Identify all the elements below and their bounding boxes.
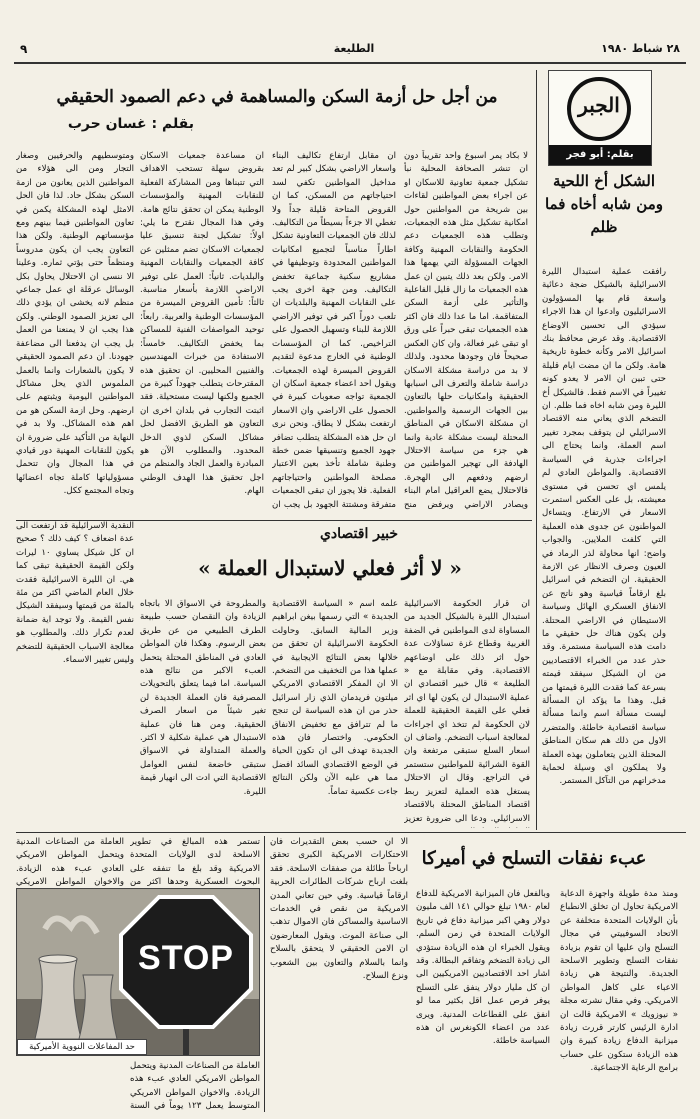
arms-col-5: العاملة من الصناعات المدنية ويتحمل المواطن الامريكي العادي عبء هذه الزيادة. والاخوان المواطن الامريكي المتوسط يعمل ١٢٣ يوماً في السنة bbox=[130, 1061, 260, 1110]
arms-col-2: الا ان حسب بعض التقديرات فان الاحتكارات الامريكية الكبرى تحقق ارباحاً طائلة من صفقات الاسلحة. فقد بلغت ارباح شركات الطائرات الحربية ارقاماً قياسية. وفي حين تعاني المدن الامريكية من نقص في الخدمات الاساسية والمساكن فان الاموال تذهب الى صناعة الموت. ويقول المعارضون ان الامن الحقيقي لا يتحقق بالسلاح وانما بالسلام والتعاون بين الشعوب ونزع السلاح. bbox=[270, 837, 408, 982]
lower-section-rule bbox=[16, 832, 686, 833]
main-col-4: ومتوسطيهم والحرفيين وصغار التجار ومن الى هؤلاء من المواطنين الذين يعانون من ازمة السكن بشكل حاد. لذا فان الحل الامثل لهذه المشكلة يكمن في تعاون المواطنين فيما بينهم ومع مؤسساتهم الوطنية. ولكن هذا التعاون يجب ان يكون مدروساً ومنظماً حتى يؤتي ثماره. وعلينا الا ننسى ان الاحتلال يحاول بكل الوسائل عرقلة اي عمل جماعي منظم لانه يخشى ان يؤدي ذلك الى تعزيز الصمود الوطني. ولكن هذا يجب ان لا يمنعنا من العمل بل يجب ان يدفعنا الى مضاعفة جهودنا. ان دعم الصمود الحقيقي لا يكون بالشعارات وانما بالعمل الملموس الذي يحل مشاكل المواطنين اليومية ويثبتهم على ارضهم. وحل ازمة السكن هو من اهم هذه المشاكل. ولا بد في النهاية من التأكيد على ضرورة ان يكون للنقابات المهنية دور قيادي في هذا المجال وان تتحمل مسؤولياتها كاملة تجاه اعضائها وتجاه المجتمع ككل. bbox=[16, 151, 134, 497]
main-col-3: ان مساعدة جمعيات الاسكان بقروض سهلة تستحب الاهداف التي تتبناها ومن المشاركة الفعلية للنقابات المهنية والمؤسسات الوطنية يمكن ان تحقق نتائج هامة. وفي هذا المجال نقترح ما يلي: اولاً: تشكيل لجنة تنسيق عليا لجمعيات الاسكان تضم ممثلين عن كافة الجمعيات والنقابات المهنية والبلديات. ثانياً: العمل على توفير الاراضي اللازمة بأسعار مناسبة. ثالثاً: تأمين القروض الميسرة من المؤسسات الوطنية والعربية. رابعاً: توحيد المواصفات الفنية للمساكن بما يخفض التكاليف. خامساً: الاستفادة من خبرات المهندسين والفنيين المحليين. ان تحقيق هذه المقترحات يتطلب جهوداً كبيرة من الجميع ولكنها ليست مستحيلة. فقد اثبتت التجارب في بلدان اخرى ان التعاون هو الطريق الافضل لحل مشاكل السكن لذوي الدخل المحدود. والمطلوب الآن هو المبادرة والعمل الجاد والمنظم من اجل تحقيق هذا الهدف الوطني الهام. bbox=[140, 151, 264, 497]
stop-sign-text: STOP bbox=[138, 939, 234, 977]
arms-headline: عبء نفقات التسلح في أميركا bbox=[421, 848, 647, 869]
economist-headline: « لا أثر فعلي لاستبدال العملة » bbox=[198, 556, 462, 580]
main-col-1: لا بكاد يمر اسبوع واحد تقريباً دون ان تنشر الصحافة المحلية نبأ تشكيل جمعية تعاونية للاسكان او عن اجراء بعض المواطنين لقاءات بين شريحة من المواطنين حول امكانية تشكيل مثل هذه الجمعيات، وتطلب هذه الجمعيات دعم الحكومة والنقابات المهنية وكافة الجهات المسؤولة التي يهمها هذا الامر. ولكن بعد ذلك يتبين ان عمل هذه الجمعيات ما زال قليل الفاعلية والتأثير على أزمة السكن المتفاقمة. اما ما عدا ذلك فان اكثر هذه الجمعيات تبقى حبراً على ورق او تبقى غير فعالة، وان كان العكس صحيحاً فان وجودها محدود. ولذلك لا بد من دراسة مشكلة الاسكان دراسة شاملة والتعرف الى اسبابها الحقيقية وامكانيات حلها بالتعاون بين الجهات الرسمية والمواطنين. ان مشكلة الاسكان في المناطق المحتلة ليست مشكلة عادية وانما هي جزء من سياسة الاحتلال الهادفة الى تهجير المواطنين من ارضهم ودفعهم الى الهجرة. فالاحتلال يضع العراقيل امام البناء ويصادر الاراضي ويرفض منح bbox=[404, 151, 528, 510]
column-logo bbox=[548, 70, 652, 166]
arms-col-3: تستمر هذه المبالغ في تطوير الاسلحة لدى الولايات المتحدة الامريكية وقد بلغ ما تنفقه على البحوث العسكرية وحدها اكثر من bbox=[130, 837, 260, 888]
arms-side-col: ومنذ مدة طويلة واجهزة الدعاية الامريكية تحاول ان تخلق الانطباع بأن الولايات المتحدة متخلفة عن الاتحاد السوفييتي في مجال التسلح وان عليها ان تقوم بزيادة نفقات التسلح وتطوير الاسلحة الجديدة. والنتيجة هي زيادة الاعباء على كاهل المواطن الامريكي. وفي مقال نشرته مجلة « نيوزويك » الامريكية قالت ان ادارة الرئيس كارتر قررت زيادة ميزانية الدفاع زيادة كبيرة وان هذه الزيادة ستكون على حساب برامج الرعاية الاجتماعية. bbox=[560, 889, 678, 1074]
logo-author-bar bbox=[549, 145, 651, 165]
economist-col-4: النقدية الاسرائيلية قد ارتفعت الى عدة اضعاف ؟ كيف ذلك ؟ صحيح ان كل شيكل يساوي ١٠ ليرات ولكن القيمة الحقيقية تبقى كما هي. ان الليرة الاسرائيلية فقدت خلال العام الماضي اكثر من مئة بالمئة من قيمتها وسيفقد الشيكل نفس القيمة. ولا توجد اية ضمانة لعدم تكرار ذلك. والمطلوب هو معالجة الاسباب الحقيقية للتضخم وليس تغيير الاسماء. bbox=[16, 521, 134, 666]
masthead-rule bbox=[14, 62, 686, 64]
page-number: ٩ bbox=[20, 42, 28, 56]
economist-col-3: والمطروحة في الاسواق الا باتجاه الزيادة وان النقصان حسب طبيعة الطرف الطبيعي من عن طريق بعض الرسوم. وهكذا فان المواطن العادي في المناطق المحتلة يتحمل العبء الاكبر من نتائج هذه السياسة. اما فيما يتعلق بالتحويلات المصرفية فان العملة الجديدة لن تغير شيئاً من اسعار الصرف الحقيقية. ومن هنا فان عملية الاستبدال هي عملية شكلية لا اكثر. والعملة المتداولة في الاسواق ستبقى خاضعة لنفس العوامل الاقتصادية التي ادت الى انهيار قيمة الليرة. bbox=[140, 599, 266, 797]
masthead bbox=[14, 40, 686, 62]
column-body: رافقت عملية استبدال الليرة الاسرائيلية بالشيكل ضجة دعائية واسعة قام بها المسؤولون الاسرائيليون وادعوا ان هذا الاجراء سيؤدي الى تحسين الاوضاع الاقتصادية. وقد عرض محافظ بنك اسرائيل الامر وكأنه خطوة تاريخية هامة. ولكن ما ان مضت ايام قليلة حتى تبين ان الامر لا يعدو كونه تغييراً في الاسم فقط. فالشيكل أخ الليرة ومن شابه اخاه فما ظلم. ان التضخم الذي يعاني منه الاقتصاد الاسرائيلي لن يتوقف بمجرد تغيير اسم العملة، وانما يحتاج الى اجراءات جذرية في السياسة الاقتصادية. والمواطن العادي لم يلمس اي تحسن في مستوى معيشته، بل على العكس استمرت الاسعار في الارتفاع. ويتساءل المواطنون عن جدوى هذه العملية التي كلفت الملايين. والجواب واضح: انها محاولة لذر الرماد في العيون وصرف الانظار عن الازمة الحقيقية. ان التضخم في اسرائيل بلغ ارقاماً قياسية وهو ناتج عن الانفاق العسكري الهائل وسياسة الاستيطان في الاراضي المحتلة. ولن يكون هناك حل حقيقي ما دامت هذه السياسة مستمرة. وقد حذر عدد من الخبراء الاقتصاديين من ان الشيكل سيفقد قيمته بسرعة كما فقدت الليرة قيمتها من قبل. وهذا ما يؤكد ان المسألة ليست مسألة اسم وانما مسألة سياسة اقتصادية خاطئة. والمتضرر الاول من ذلك هم سكان المناطق المحتلة الذين يتعاملون بهذه العملة ولا يملكون اي وسيلة لحماية مدخراتهم من التآكل المستمر. bbox=[542, 267, 666, 787]
arms-col-4: العاملة من الصناعات المدنية ويتحمل المواطن الامريكي العادي عبء هذه الزيادة. والاخوان المواطن الامريكي bbox=[16, 837, 124, 886]
main-byline: بقلم : غسان حرب bbox=[67, 116, 194, 132]
economist-kicker: خبير اقتصادي bbox=[319, 526, 399, 542]
issue-date: ٢٨ شباط ١٩٨٠ bbox=[601, 42, 680, 55]
column-headline: الشكل أخ اللحية ومن شابه أخاه فما ظلم bbox=[544, 172, 663, 236]
economist-col-1: ان قرار الحكومة الاسرائيلية استبدال الليرة بالشيكل الجديد من المساواة لدى المواطنين في الضفة الغربية وقطاع غزة تساؤلات عدة حول اثر ذلك على اوضاعهم الاقتصادية. وفي مقابلة مع « الطليعة » قال خبير اقتصادي ان عملية الاستبدال لن يكون لها اي اثر فعلي على القيمة الحقيقية للعملة لان الحكومة لم تتخذ اي اجراءات لمعالجة اسباب التضخم. واضاف ان اسعار السلع ستبقى مرتفعة وان القوة الشرائية للمواطنين ستستمر في التراجع. وقال ان الاحتلال يستغل هذه العملية لتعزيز ربط اقتصاد المناطق المحتلة بالاقتصاد الاسرائيلي. ودعا الى ضرورة تعزيز bbox=[404, 599, 530, 824]
photo-caption: حد المفاعلات النووية الأميركية bbox=[17, 1039, 147, 1055]
main-col-2: ان مقابل ارتفاع تكاليف البناء واسعار الاراضي بشكل كبير لم تعد مداخيل المواطنين تكفي لسد احتياجاتهم من المسكن، كما ان القروض المتاحة قليلة جداً ولا تغطي الا جزءاً بسيطاً من التكاليف. لذلك فان الجمعيات التعاونية تشكل اطاراً مناسباً لتجميع امكانيات المواطنين المحدودة وتوظيفها في مشاريع سكنية جماعية تخفض التكاليف. ومن جهة اخرى يجب على النقابات المهنية والبلديات ان تلعب دوراً اكبر في توفير الاراضي اللازمة للبناء وتسهيل الحصول على التراخيص. كما ان المؤسسات الوطنية في الخارج مدعوة لتقديم القروض الميسرة لهذه الجمعيات. ويقول احد اعضاء جمعية اسكان ان الجمعية تواجه صعوبات كبيرة في الحصول على الاراضي وان الاسعار ارتفعت بشكل لا يطاق. ونحن نرى ان حل هذه المشكلة يتطلب تضافر جهود الجميع وتنسيقها ضمن خطة وطنية شاملة تأخذ بعين الاعتبار مصلحة المواطنين واحتياجاتهم الفعلية. فلا يجوز ان تبقى الجمعيات متفرقة ومشتتة الجهود بل يجب ان bbox=[272, 151, 396, 510]
section-name: الطليعة bbox=[333, 42, 375, 55]
logo-author: بقلم: أبو فجر bbox=[566, 149, 634, 160]
economist-col-2: علمه اسم « السياسة الاقتصادية الجديدة » التي رسمها بيغن ابراهيم وزير المالية السابق. وحاولت الحكومة الاسرائيلية ان تحقق من خلالها بعض النتائج الايجابية في عملها هذا من التخفيف من التضخم. الا ان المفكر الاقتصادي الامريكي ميلتون فريدمان الذي زار اسرائيل حذر من ان هذه السياسة لن تنجح ما لم تترافق مع تخفيض الانفاق الحكومي. واختصار فان هذه الجديدة تهدف الى ان تكون الحياة في الوضع الاقتصادي السائد افضل مما هي عليه الآن ولكن النتائج جاءت عكسية تماماً. bbox=[272, 599, 398, 797]
stop-photo bbox=[16, 888, 260, 1056]
logo-title: الجبر bbox=[578, 93, 620, 117]
arms-col-1: وبالفعل فان الميزانية الامريكية للدفاع لعام ١٩٨٠ تبلغ حوالي ١٤١ الف مليون دولار وهي اكبر ميزانية دفاع في تاريخ الولايات المتحدة في زمن السلم. ويقول الخبراء ان هذه الزيادة ستؤدي الى زيادة التضخم وتفاقم البطالة. وقد اشار احد الاقتصاديين الامريكيين الى ان كل مليار دولار ينفق على التسلح يوفر فرص عمل اقل بكثير مما لو انفق على القطاعات المدنية. ويرى عدد من اعضاء الكونغرس ان هذه السياسة خاطئة. bbox=[416, 889, 550, 1047]
main-headline: من أجل حل أزمة السكن والمساهمة في دعم الصمود الحقيقي bbox=[56, 87, 498, 107]
arms-divider bbox=[264, 836, 265, 1112]
logo-emblem bbox=[567, 77, 631, 141]
sidebar-divider bbox=[536, 70, 537, 830]
